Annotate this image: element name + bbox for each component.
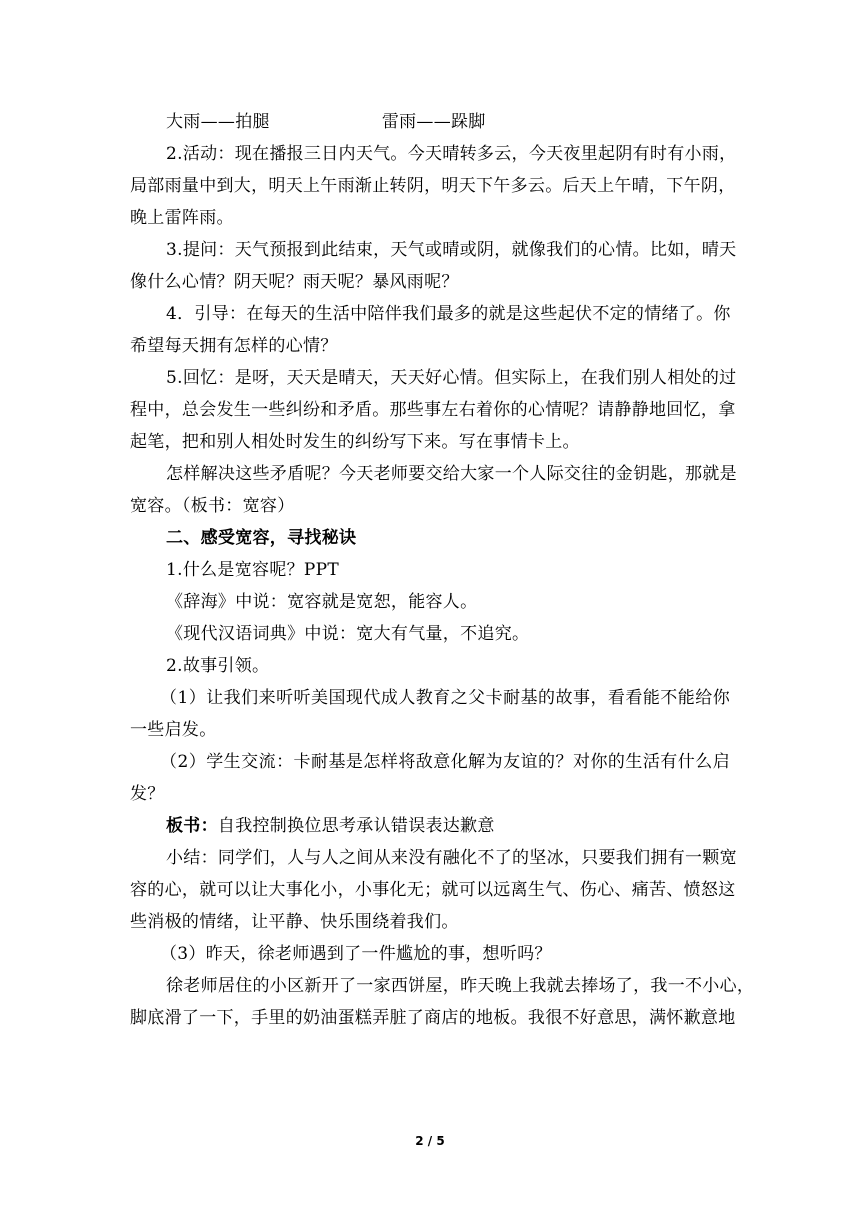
text-line-9: 5.回忆：是呀，天天是晴天，天天好心情。但实际上，在我们别人相处的过	[166, 368, 737, 388]
text-line-4: 晚上雷阵雨。	[130, 208, 234, 228]
text-line-25: 容的心，就可以让大事化小，小事化无；就可以远离生气、伤心、痛苦、愤怒这	[130, 880, 736, 900]
text-thunder-stomp: 雷雨——跺脚	[381, 112, 486, 132]
text-line-24: 小结：同学们，人与人之间从来没有融化不了的坚冰，只要我们拥有一颗宽	[166, 848, 737, 868]
document-body	[130, 106, 755, 1034]
text-line-19: （1）让我们来听听美国现代成人教育之父卡耐基的故事，看看能不能给你	[160, 688, 730, 708]
text-line-21: （2）学生交流：卡耐基是怎样将敌意化解为友谊的？对你的生活有什么启	[160, 752, 730, 772]
text-line-20: 一些启发。	[130, 720, 217, 740]
text-line-8: 希望每天拥有怎样的心情？	[130, 336, 338, 356]
text-line-27: （3）昨天，徐老师遇到了一件尴尬的事，想听吗？	[160, 944, 552, 964]
section-heading: 二、感受宽容，寻找秘诀	[166, 528, 357, 548]
text-line-2: 2.活动：现在播报三日内天气。今天晴转多云，今天夜里起阴有时有小雨，	[166, 144, 737, 164]
text-line-7: 4．引导：在每天的生活中陪伴我们最多的就是这些起伏不定的情绪了。你	[166, 304, 731, 324]
text-line-17: 《现代汉语词典》中说：宽大有气量，不追究。	[166, 624, 530, 644]
text-line-6: 像什么心情？阴天呢？雨天呢？暴风雨呢？	[130, 272, 459, 292]
text-line-5: 3.提问：天气预报到此结束，天气或晴或阴，就像我们的心情。比如，晴天	[166, 240, 737, 260]
text-line-28: 徐老师居住的小区新开了一家西饼屋，昨天晚上我就去捧场了，我一不小心，	[166, 976, 755, 996]
text-line-1	[130, 106, 730, 138]
text-line-3: 局部雨量中到大，明天上午雨渐止转阴，明天下午多云。后天上午晴，下午阴，	[130, 176, 736, 196]
text-line-26: 些消极的情绪，让平静、快乐围绕着我们。	[130, 912, 459, 932]
page-number: 2 / 5	[415, 1134, 445, 1148]
text-line-23	[130, 810, 730, 842]
board-label: 板书：	[166, 816, 218, 836]
text-line-13: 宽容。（板书：宽容）	[130, 496, 295, 516]
text-line-11: 起笔，把和别人相处时发生的纠纷写下来。写在事情卡上。	[130, 432, 580, 452]
text-line-12: 怎样解决这些矛盾呢？今天老师要交给大家一个人际交往的金钥匙，那就是	[166, 464, 737, 484]
text-line-18: 2.故事引领。	[166, 656, 270, 676]
board-text: 自我控制换位思考承认错误表达歉意	[217, 816, 495, 836]
text-line-15: 1.什么是宽容呢？PPT	[166, 560, 340, 580]
text-rain-clap: 大雨——拍腿	[166, 112, 270, 132]
text-line-29: 脚底滑了一下，手里的奶油蛋糕弄脏了商店的地板。我很不好意思，满怀歉意地	[130, 1008, 736, 1028]
text-line-10: 程中，总会发生一些纠纷和矛盾。那些事左右着你的心情呢？请静静地回忆，拿	[130, 400, 736, 420]
text-line-22: 发？	[130, 784, 165, 804]
text-line-16: 《辞海》中说：宽容就是宽恕，能容人。	[166, 592, 478, 612]
